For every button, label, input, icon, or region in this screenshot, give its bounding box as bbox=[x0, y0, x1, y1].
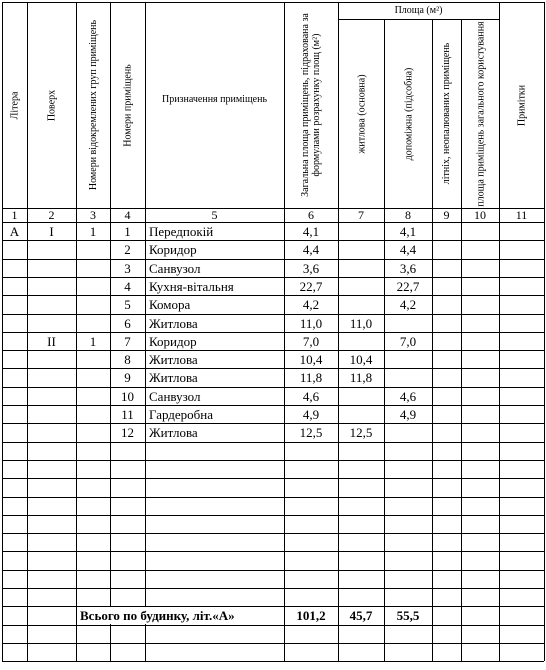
header-groups: Номери відокремлених груп приміщень bbox=[87, 19, 99, 191]
cell-room: 12 bbox=[121, 425, 134, 440]
cell-room: 1 bbox=[124, 224, 131, 239]
cell-aux-area: 4,9 bbox=[399, 407, 417, 422]
cell-floor: І bbox=[49, 224, 54, 239]
row-gridline bbox=[2, 588, 544, 589]
row-gridline bbox=[2, 661, 544, 662]
row-gridline bbox=[2, 423, 544, 424]
cell-total-area: 4,2 bbox=[302, 297, 320, 312]
row-gridline bbox=[2, 606, 544, 607]
cell-total-area: 4,9 bbox=[302, 407, 320, 422]
column-number: 4 bbox=[124, 208, 131, 222]
cell-total-area: 10,4 bbox=[299, 352, 323, 367]
row-gridline bbox=[2, 478, 544, 479]
column-number: 5 bbox=[211, 208, 218, 222]
cell-purpose: Передпокій bbox=[149, 224, 214, 239]
cell-room: 2 bbox=[124, 242, 131, 257]
row-gridline bbox=[2, 625, 544, 626]
header-total-area: Загальна площа приміщень, підрахована за формулами розрахунку площ (м²) bbox=[300, 13, 322, 197]
cell-purpose: Житлова bbox=[149, 370, 198, 385]
header-auxiliary: допоміжна (підсобна) bbox=[402, 67, 414, 160]
cell-room: 5 bbox=[124, 297, 131, 312]
cell-purpose: Житлова bbox=[149, 352, 198, 367]
row-gridline bbox=[2, 570, 544, 571]
header-litera: Літера bbox=[9, 91, 20, 119]
cell-living-area: 10,4 bbox=[349, 352, 373, 367]
cell-living-area: 12,5 bbox=[349, 425, 373, 440]
row-gridline bbox=[2, 295, 544, 296]
cell-room: 8 bbox=[124, 352, 131, 367]
column-number: 9 bbox=[443, 208, 450, 222]
row-gridline bbox=[2, 460, 544, 461]
header-notes: Примітки bbox=[516, 84, 527, 126]
cell-room: 9 bbox=[124, 370, 131, 385]
row-gridline bbox=[2, 240, 544, 241]
header-summer: літніх, неопалюваних приміщень bbox=[441, 42, 452, 185]
row-gridline bbox=[2, 277, 544, 278]
column-number: 3 bbox=[90, 208, 96, 222]
total-aux-sum: 55,5 bbox=[396, 608, 420, 623]
row-gridline bbox=[2, 387, 544, 388]
column-number: 1 bbox=[11, 208, 18, 222]
row-gridline bbox=[2, 533, 544, 534]
column-number: 7 bbox=[358, 208, 364, 222]
cell-total-area: 12,5 bbox=[299, 425, 323, 440]
row-gridline bbox=[2, 515, 544, 516]
cell-aux-area: 4,2 bbox=[399, 297, 417, 312]
cell-aux-area: 22,7 bbox=[396, 279, 420, 294]
header-living: житлова (основна) bbox=[355, 73, 367, 154]
cell-room: 6 bbox=[124, 316, 131, 331]
header-floor: Поверх bbox=[46, 89, 57, 121]
cell-total-area: 4,6 bbox=[302, 389, 320, 404]
cell-purpose: Коридор bbox=[149, 242, 197, 257]
cell-purpose: Житлова bbox=[149, 425, 198, 440]
header-purpose: Призначення приміщень bbox=[161, 94, 268, 105]
cell-aux-area: 4,4 bbox=[399, 242, 417, 257]
cell-purpose: Житлова bbox=[149, 316, 198, 331]
cell-purpose: Комора bbox=[149, 297, 191, 312]
row-gridline bbox=[2, 314, 544, 315]
row-gridline bbox=[2, 259, 544, 260]
row-gridline bbox=[2, 332, 544, 333]
cell-purpose: Кухня-вітальня bbox=[149, 279, 234, 294]
header-area-group: Площа (м²) bbox=[394, 5, 443, 16]
cell-total-area: 22,7 bbox=[299, 279, 323, 294]
row-gridline bbox=[2, 442, 544, 443]
cell-aux-area: 4,6 bbox=[399, 389, 417, 404]
column-number: 6 bbox=[308, 208, 314, 222]
cell-aux-area: 7,0 bbox=[399, 334, 417, 349]
cell-total-area: 4,4 bbox=[302, 242, 320, 257]
cell-total-area: 3,6 bbox=[302, 261, 320, 276]
cell-litera: А bbox=[9, 224, 20, 239]
cell-group: 1 bbox=[89, 334, 97, 349]
total-living-sum: 45,7 bbox=[349, 608, 373, 623]
row-gridline bbox=[2, 551, 544, 552]
row-gridline bbox=[2, 497, 544, 498]
cell-purpose: Коридор bbox=[149, 334, 197, 349]
row-gridline bbox=[2, 405, 544, 406]
row-gridline bbox=[2, 643, 544, 644]
cell-room: 3 bbox=[124, 261, 131, 276]
cell-living-area: 11,8 bbox=[349, 370, 373, 385]
cell-floor: ІІ bbox=[47, 334, 56, 349]
total-area-sum: 101,2 bbox=[296, 608, 326, 623]
cell-purpose: Санвузол bbox=[149, 261, 201, 276]
header-rooms: Номери приміщень bbox=[122, 63, 133, 147]
cell-living-area: 11,0 bbox=[349, 316, 373, 331]
row-gridline bbox=[2, 368, 544, 369]
cell-purpose: Гардеробна bbox=[149, 407, 214, 422]
cell-group: 1 bbox=[89, 224, 97, 239]
column-number: 2 bbox=[48, 208, 55, 222]
cell-total-area: 4,1 bbox=[302, 224, 320, 239]
header-common: площа приміщень загального користування bbox=[474, 20, 486, 207]
column-number: 8 bbox=[405, 208, 411, 222]
cell-aux-area: 3,6 bbox=[399, 261, 417, 276]
cell-purpose: Санвузол bbox=[149, 389, 201, 404]
cell-room: 7 bbox=[124, 334, 131, 349]
row-gridline bbox=[2, 350, 544, 351]
cell-aux-area: 4,1 bbox=[399, 224, 417, 239]
cell-room: 4 bbox=[124, 279, 131, 294]
total-label: Всього по будинку, літ.«А» bbox=[80, 608, 235, 623]
column-number: 11 bbox=[515, 208, 528, 222]
cell-total-area: 11,0 bbox=[299, 316, 323, 331]
cell-room: 10 bbox=[121, 389, 134, 404]
cell-total-area: 7,0 bbox=[302, 334, 320, 349]
cell-total-area: 11,8 bbox=[299, 370, 323, 385]
cell-room: 11 bbox=[121, 407, 134, 422]
column-number: 10 bbox=[474, 208, 486, 222]
